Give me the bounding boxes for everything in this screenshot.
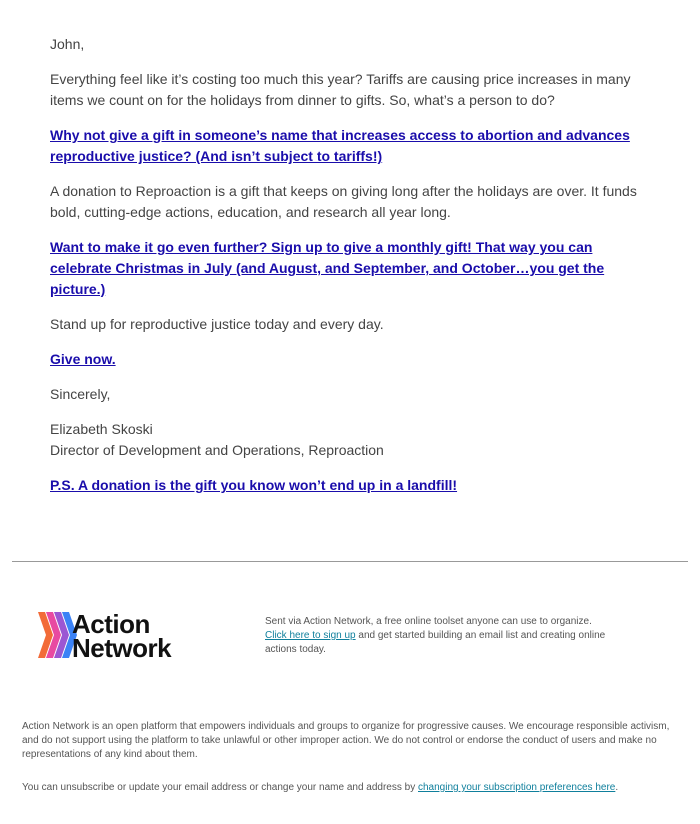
footer-disclaimer: Action Network is an open platform that empowers individuals and groups to organize for progressive causes. We encourage responsible activism, and do not support using the platform to take unlawful or other improper action. We do not control or endorse the conduct of users and make no representations of any kind about them. — [22, 721, 670, 760]
logo-wordmark — [72, 609, 172, 663]
paragraph-stand-up: Stand up for reproductive justice today and every day. — [50, 316, 384, 332]
sent-via-text: Sent via Action Network, a free online toolset anyone can use to organize. — [265, 616, 592, 627]
logo-line-network: Network — [72, 633, 172, 663]
paragraph-tariffs: Everything feel like it’s costing too much this year? Tariffs are causing price increases in many items we count on for the holidays from dinner to gifts. So, what’s a person to do? — [50, 71, 631, 108]
unsubscribe-block — [22, 781, 692, 795]
unsubscribe-end: . — [615, 782, 619, 793]
footer-divider — [12, 561, 688, 562]
signer-title: Director of Development and Operations, Reproaction — [50, 442, 384, 458]
ps-landfill-link[interactable]: P.S. A donation is the gift you know won’t end up in a landfill! — [50, 477, 458, 493]
logo-line-action: Action — [72, 609, 150, 639]
unsubscribe-text: You can unsubscribe or update your email address or change your name and address by — [22, 782, 418, 793]
link-monthly-paragraph — [50, 237, 650, 300]
link-gift-paragraph — [50, 125, 650, 167]
give-now-paragraph — [50, 349, 650, 370]
signup-rest-text: and get started building an email list and creating online actions today. — [265, 630, 606, 655]
signer-name: Elizabeth Skoski — [50, 421, 153, 437]
signup-link[interactable]: Click here to sign up — [265, 630, 356, 641]
subscription-preferences-link[interactable]: changing your subscription preferences here — [418, 782, 616, 793]
sent-via-block — [265, 615, 635, 657]
greeting: John, — [50, 36, 85, 52]
closing: Sincerely, — [50, 386, 111, 402]
give-now-link[interactable]: Give now. — [50, 351, 116, 367]
ps-paragraph — [50, 475, 650, 496]
email-body — [50, 34, 650, 496]
monthly-gift-link[interactable]: Want to make it go even further? Sign up to give a monthly gift! That way you can celebrate Christmas in July (and August, and September, and October…you get the picture.) — [50, 239, 605, 297]
paragraph-donation: A donation to Reproaction is a gift that keeps on giving long after the holidays are over. It funds bold, cutting-edge actions, education, and research all year long. — [50, 183, 637, 220]
gift-in-someones-name-link[interactable]: Why not give a gift in someone’s name that increases access to abortion and advances reproductive justice? (And isn’t subject to tariffs!) — [50, 127, 630, 164]
